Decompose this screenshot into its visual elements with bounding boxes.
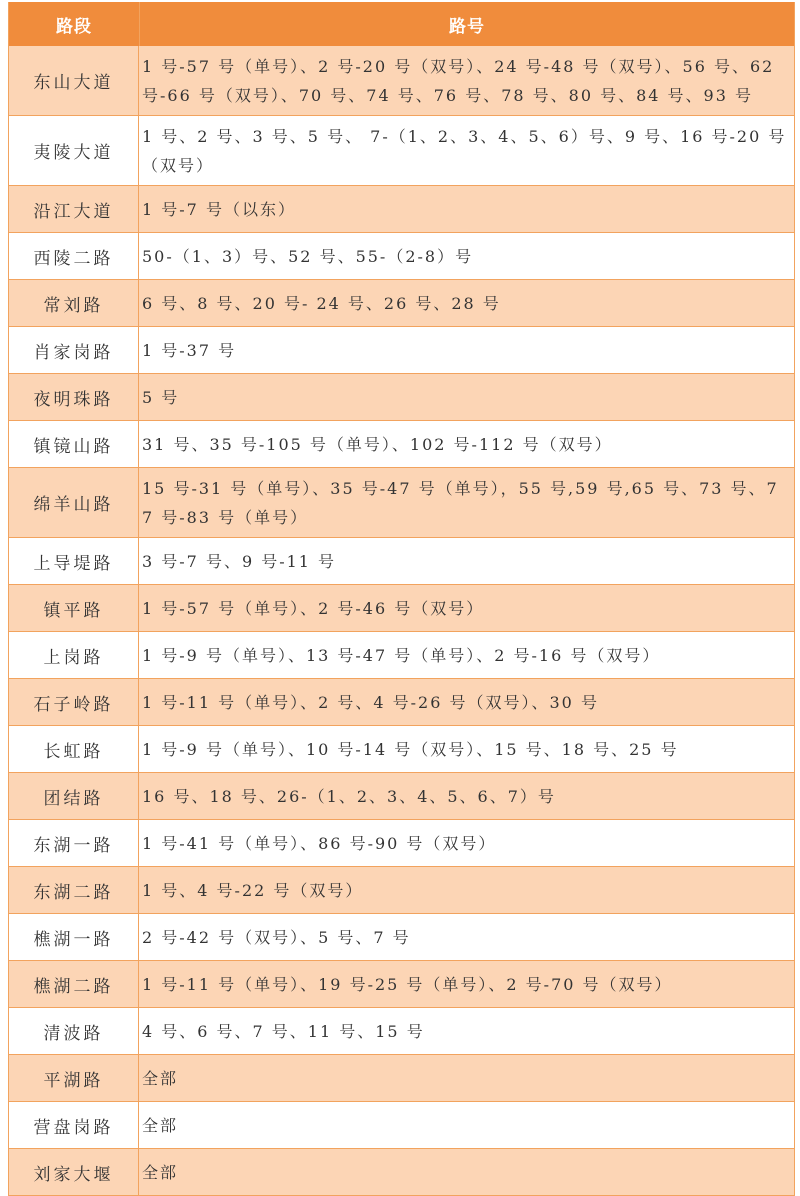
table-row bbox=[9, 1008, 794, 1055]
road-segment-cell: 夜明珠路 bbox=[9, 374, 139, 420]
road-numbers-cell: 3 号-7 号、9 号-11 号 bbox=[142, 552, 337, 571]
table-row bbox=[9, 632, 794, 679]
road-numbers-cell: 16 号、18 号、26-（1、2、3、4、5、6、7）号 bbox=[142, 787, 556, 806]
road-numbers-cell: 1 号-9 号（单号）、10 号-14 号（双号）、15 号、18 号、25 号 bbox=[142, 740, 679, 759]
table-row bbox=[9, 186, 794, 233]
road-segment-cell: 绵羊山路 bbox=[9, 468, 139, 537]
road-numbers-cell: 1 号、4 号-22 号（双号） bbox=[142, 881, 364, 900]
road-segment-cell: 上岗路 bbox=[9, 632, 139, 678]
road-numbers-cell: 15 号-31 号（单号）、35 号-47 号（单号），55 号,59 号,65 号、73 号、77 号-83 号（单号） bbox=[142, 479, 779, 527]
table-row bbox=[9, 773, 794, 820]
road-segment-cell: 刘家大堰 bbox=[9, 1149, 139, 1195]
road-segment-cell: 樵湖二路 bbox=[9, 961, 139, 1007]
table-row bbox=[9, 233, 794, 280]
road-number-table bbox=[8, 2, 795, 1196]
header-road-numbers: 路号 bbox=[449, 16, 485, 37]
road-segment-cell: 团结路 bbox=[9, 773, 139, 819]
table-row bbox=[9, 585, 794, 632]
road-numbers-cell: 1 号-9 号（单号）、13 号-47 号（单号）、2 号-16 号（双号） bbox=[142, 646, 661, 665]
road-segment-cell: 樵湖一路 bbox=[9, 914, 139, 960]
table-row bbox=[9, 374, 794, 421]
road-numbers-cell: 1 号-41 号（单号）、86 号-90 号（双号） bbox=[142, 834, 497, 853]
road-segment-cell: 长虹路 bbox=[9, 726, 139, 772]
table-row bbox=[9, 46, 794, 116]
road-segment-cell: 镇镜山路 bbox=[9, 421, 139, 467]
table-row bbox=[9, 726, 794, 773]
table-row bbox=[9, 280, 794, 327]
road-numbers-cell: 全部 bbox=[142, 1163, 179, 1182]
table-row bbox=[9, 1102, 794, 1149]
road-numbers-cell: 1 号-11 号（单号）、2 号、4 号-26 号（双号）、30 号 bbox=[142, 693, 599, 712]
road-segment-cell: 平湖路 bbox=[9, 1055, 139, 1101]
road-segment-cell: 沿江大道 bbox=[9, 186, 139, 232]
table-row bbox=[9, 538, 794, 585]
road-numbers-cell: 5 号 bbox=[142, 388, 180, 407]
road-segment-cell: 夷陵大道 bbox=[9, 116, 139, 185]
road-segment-cell: 东湖一路 bbox=[9, 820, 139, 866]
road-segment-cell: 常刘路 bbox=[9, 280, 139, 326]
table-row bbox=[9, 914, 794, 961]
road-segment-cell: 东湖二路 bbox=[9, 867, 139, 913]
road-segment-cell: 石子岭路 bbox=[9, 679, 139, 725]
road-segment-cell: 镇平路 bbox=[9, 585, 139, 631]
road-numbers-cell: 1 号-11 号（单号）、19 号-25 号（单号）、2 号-70 号（双号） bbox=[142, 975, 673, 994]
road-numbers-cell: 全部 bbox=[142, 1116, 179, 1135]
road-numbers-cell: 1 号-57 号（单号）、2 号-46 号（双号） bbox=[142, 599, 485, 618]
road-numbers-cell: 2 号-42 号（双号）、5 号、7 号 bbox=[142, 928, 411, 947]
table-row bbox=[9, 867, 794, 914]
table-row bbox=[9, 679, 794, 726]
road-segment-cell: 西陵二路 bbox=[9, 233, 139, 279]
header-road-segment: 路段 bbox=[9, 2, 140, 46]
road-numbers-cell: 6 号、8 号、20 号- 24 号、26 号、28 号 bbox=[142, 294, 501, 313]
road-numbers-cell: 4 号、6 号、7 号、11 号、15 号 bbox=[142, 1022, 425, 1041]
road-numbers-cell: 1 号-7 号（以东） bbox=[142, 200, 296, 219]
road-segment-cell: 东山大道 bbox=[9, 46, 139, 115]
road-numbers-cell: 全部 bbox=[142, 1069, 179, 1088]
road-numbers-cell: 1 号-57 号（单号）、2 号-20 号（双号）、24 号-48 号（双号）、56 号、62 号-66 号（双号）、70 号、74 号、76 号、78 号、80 号、84 号、93 号 bbox=[142, 57, 775, 105]
table-row bbox=[9, 1149, 794, 1196]
road-segment-cell: 清波路 bbox=[9, 1008, 139, 1054]
road-numbers-cell: 1 号-37 号 bbox=[142, 341, 237, 360]
table-body bbox=[9, 46, 794, 1196]
table-row bbox=[9, 468, 794, 538]
road-numbers-cell: 1 号、2 号、3 号、5 号、 7-（1、2、3、4、5、6）号、9 号、16 号-20 号（双号） bbox=[142, 127, 787, 175]
table-header bbox=[9, 2, 794, 46]
road-segment-cell: 肖家岗路 bbox=[9, 327, 139, 373]
road-segment-cell: 营盘岗路 bbox=[9, 1102, 139, 1148]
table-row bbox=[9, 421, 794, 468]
table-row bbox=[9, 327, 794, 374]
table-row bbox=[9, 116, 794, 186]
road-segment-cell: 上导堤路 bbox=[9, 538, 139, 584]
table-row bbox=[9, 961, 794, 1008]
table-row bbox=[9, 1055, 794, 1102]
road-numbers-cell: 50-（1、3）号、52 号、55-（2-8）号 bbox=[142, 247, 474, 266]
table-row bbox=[9, 820, 794, 867]
road-numbers-cell: 31 号、35 号-105 号（单号）、102 号-112 号（双号） bbox=[142, 435, 613, 454]
